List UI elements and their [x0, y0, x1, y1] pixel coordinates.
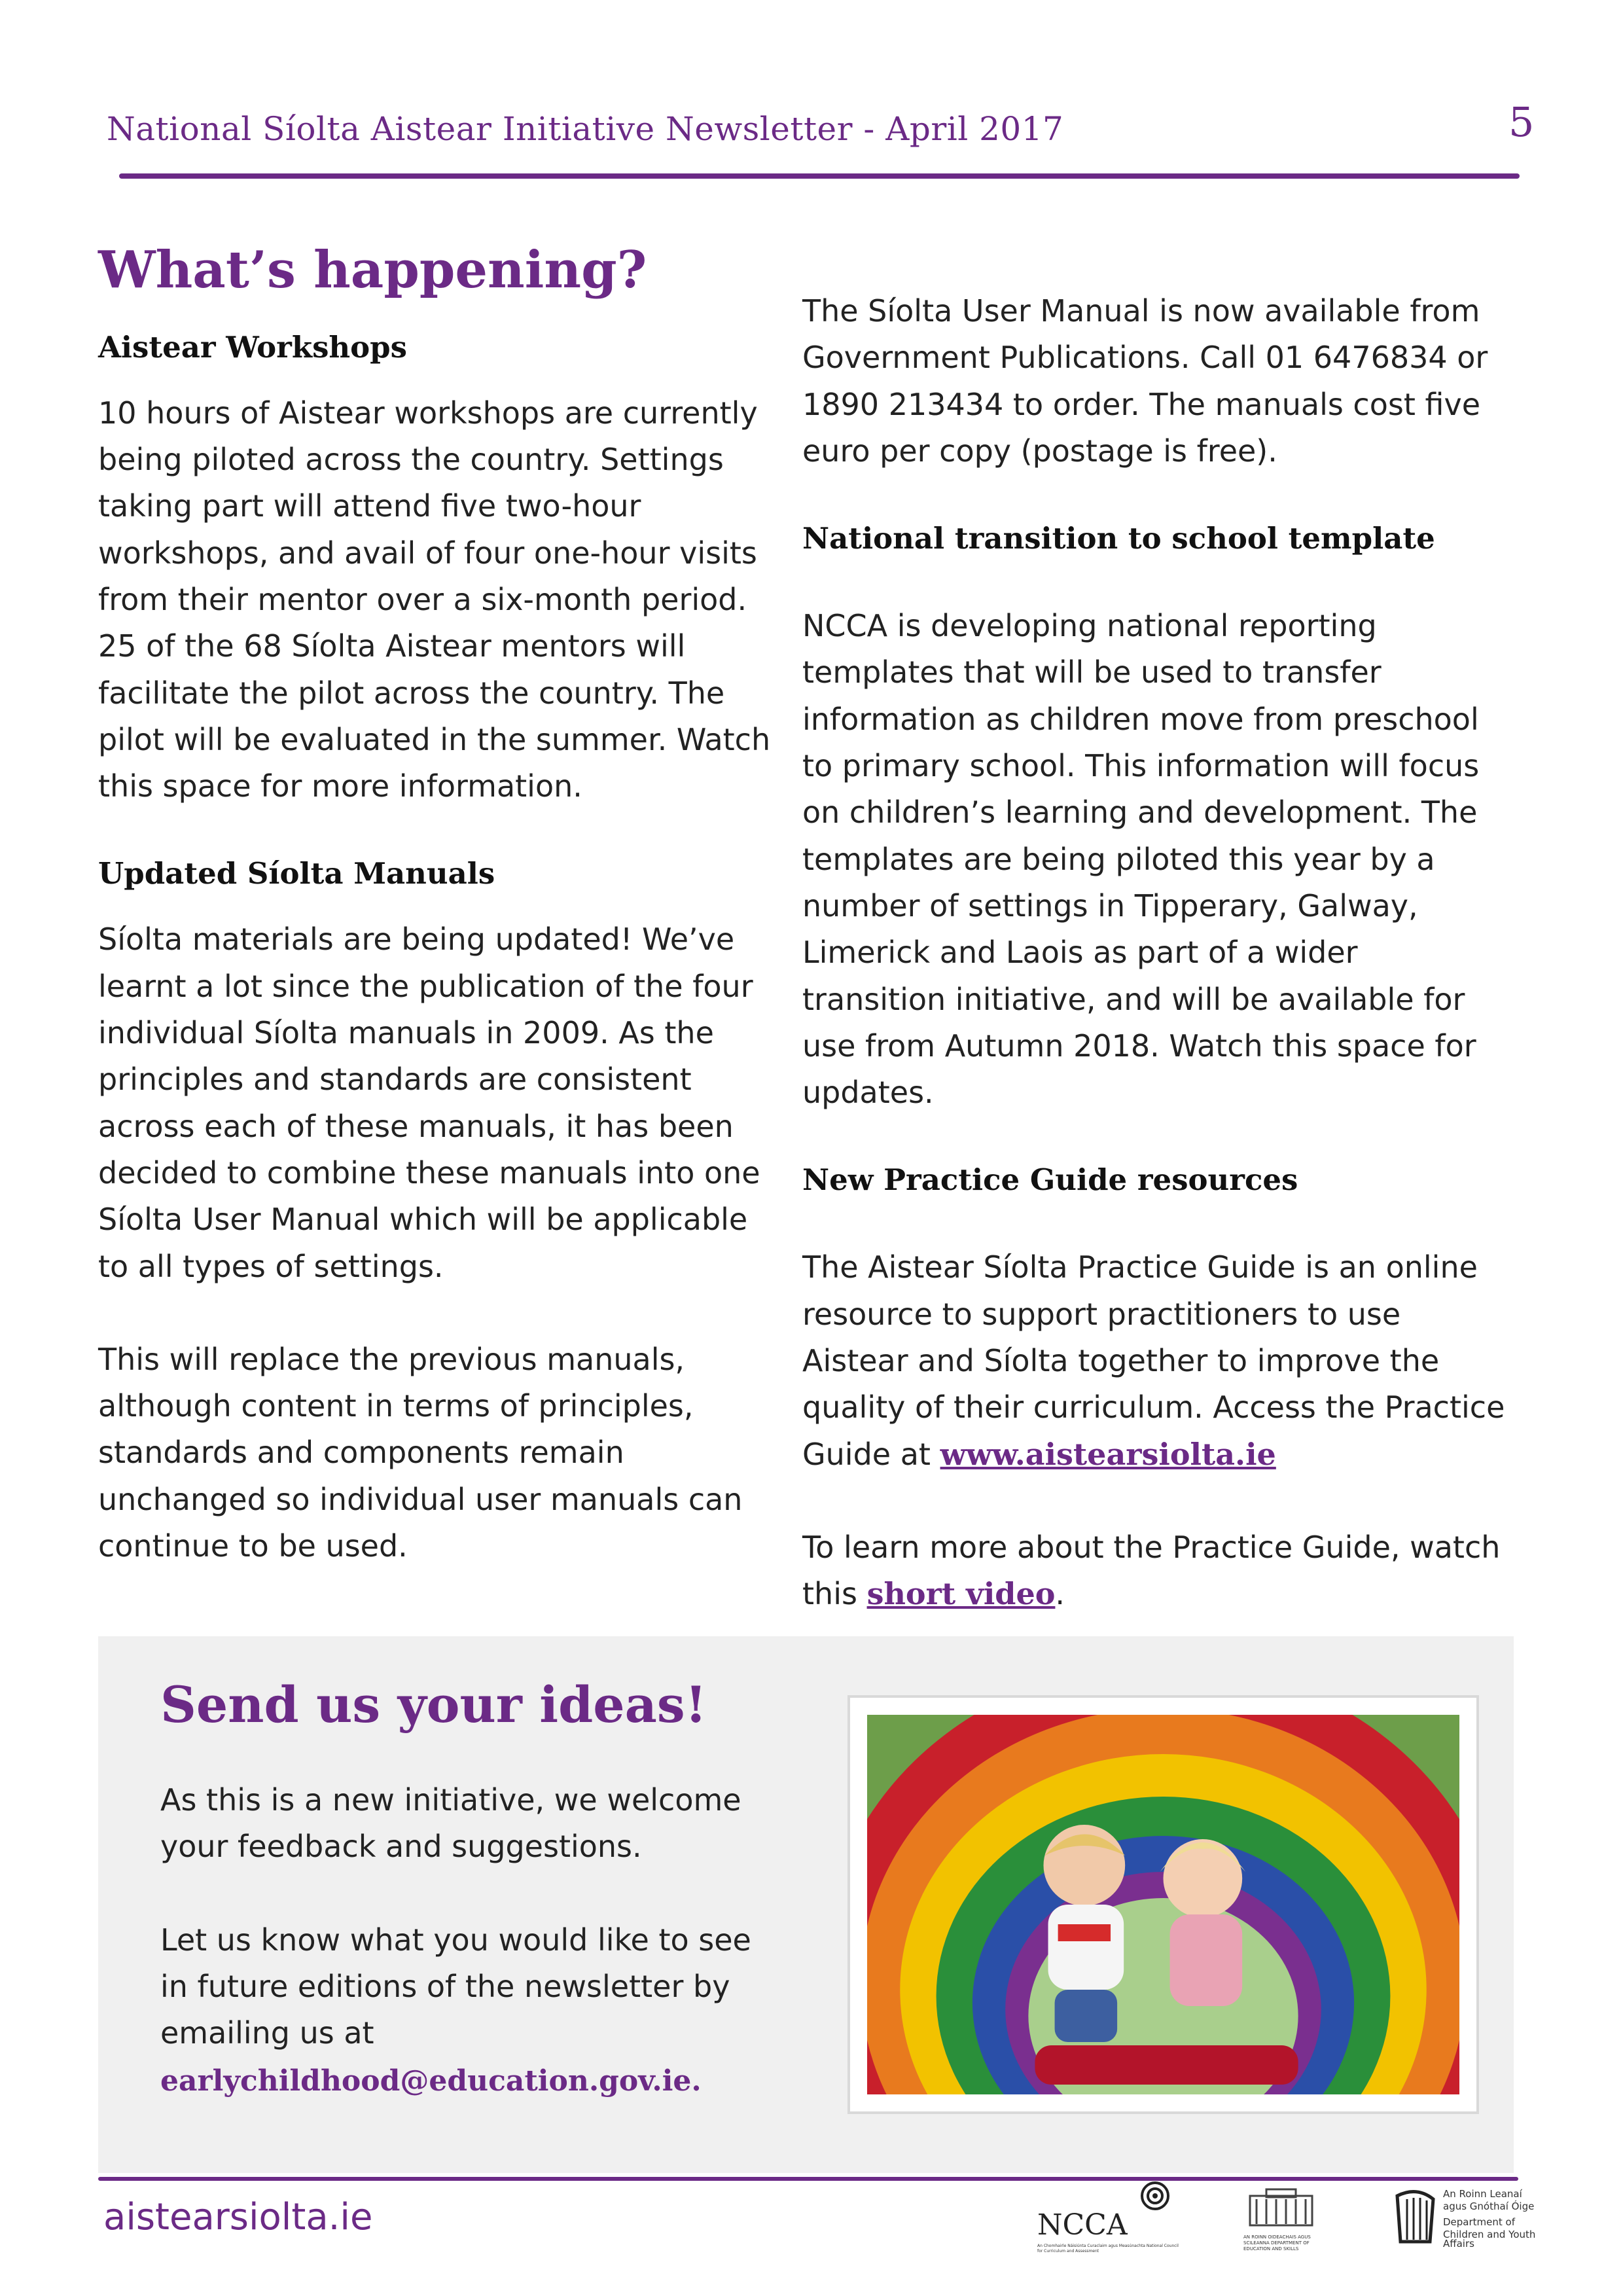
short-video-link[interactable]: short video	[866, 1576, 1056, 1612]
practice-guide-title: New Practice Guide resources	[802, 1162, 1298, 1198]
ncca-subtitle: An Chomhairle Náisiúnta Curaclaim agus Measúnachta National Council for Curriculum and Assessment	[1037, 2244, 1179, 2253]
updated-manuals-body-2: This will replace the previous manuals, although content in terms of principles, standards and components remain unchanged so individual user manuals can continue to be used.	[98, 1341, 743, 1564]
ideas-intro: As this is a new initiative, we welcome your feedback and suggestions.	[160, 1782, 741, 1865]
dcya-line-2: agus Gnóthaí Óige	[1443, 2200, 1535, 2212]
children-photo-image	[867, 1715, 1459, 2094]
department-education-logo	[1243, 2186, 1319, 2258]
video-text: To learn more about the Practice Guide, watch this	[802, 1529, 1501, 1612]
practice-guide-text: The Aistear Síolta Practice Guide is an online resource to support practitioners to use Aistear and Síolta together to improve the quality of their curriculum. Access the Practice Guide at	[802, 1249, 1505, 1472]
right-column	[802, 288, 1509, 1664]
updated-manuals-title: Updated Síolta Manuals	[98, 856, 495, 891]
ideas-panel	[98, 1636, 1514, 2173]
transition-template-body: NCCA is developing national reporting templates that will be used to transfer information as children move from preschool to primary school. This information will focus on children’s learning and development. The templates are being piloted this year by a number of settings in Tipperary, Galway, Limerick and Laois as part of a wider transition initiative, and will be available for use from Autumn 2018. Watch this space for updates.	[802, 608, 1480, 1111]
transition-template-title: National transition to school template	[802, 521, 1435, 556]
harp-icon	[1391, 2186, 1440, 2248]
ideas-text	[160, 1777, 782, 2098]
ideas-heading: Send us your ideas!	[160, 1676, 707, 1734]
aistear-workshops-title: Aistear Workshops	[98, 329, 407, 365]
left-column	[98, 242, 779, 1616]
practice-guide-link[interactable]: www.aistearsiolta.ie	[940, 1436, 1276, 1472]
government-building-icon	[1243, 2186, 1319, 2232]
user-manual-intro: The Síolta User Manual is now available from Government Publications. Call 01 6476834 or 1890 213434 to order. The manuals cost five euro per copy (postage is free).	[802, 293, 1488, 469]
email-link[interactable]: earlychildhood@education.gov.ie.	[160, 2064, 702, 2098]
dcya-line-4: Children and Youth Affairs	[1443, 2229, 1536, 2250]
header-divider	[119, 173, 1520, 179]
footer-website[interactable]: aistearsiolta.ie	[103, 2196, 373, 2238]
video-paragraph	[802, 1524, 1509, 1618]
dcya-line-1: An Roinn Leanaí	[1443, 2188, 1522, 2200]
ncca-logo	[1037, 2179, 1181, 2258]
video-text-end: .	[1055, 1576, 1065, 1612]
section-heading: What’s happening?	[98, 240, 647, 300]
updated-manuals-body: Síolta materials are being updated! We’ve learnt a lot since the publication of the four individual Síolta manuals in 2009. As the principles and standards are consistent across each of these manuals, it has been decided to combine these manuals into one Síolta User Manual which will be applicable to all types of settings.	[98, 922, 760, 1284]
page-number: 5	[1508, 98, 1535, 146]
ncca-wordmark: NCCA	[1037, 2208, 1128, 2242]
dcya-logo	[1391, 2186, 1561, 2258]
practice-guide-body	[802, 1244, 1509, 1477]
children-photo	[847, 1695, 1479, 2114]
aistear-workshops-body: 10 hours of Aistear workshops are currently being piloted across the country. Settings taking part will attend five two-hour workshops, and avail of four one-hour visits from their mentor over a six-month period. 25 of the 68 Síolta Aistear mentors will facilitate the pilot across the country. The pilot will be evaluated in the summer. Watch this space for more information.	[98, 395, 771, 804]
footer-divider	[98, 2177, 1518, 2181]
ncca-swirl-icon	[1132, 2179, 1178, 2212]
newsletter-title: National Síolta Aistear Initiative Newsletter - April 2017	[107, 110, 1064, 148]
dcya-line-3: Department of	[1443, 2216, 1515, 2228]
ideas-request: Let us know what you would like to see in future editions of the newsletter by emailing us at	[160, 1922, 751, 2051]
department-education-label: AN ROINN OIDEACHAIS AGUS SCILEANNA DEPARTMENT OF EDUCATION AND SKILLS	[1243, 2234, 1311, 2251]
